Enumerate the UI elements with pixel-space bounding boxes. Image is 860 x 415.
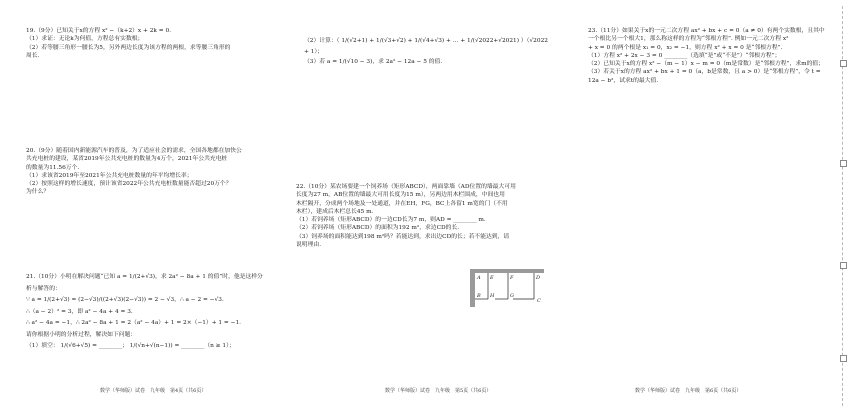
exam-page-5 xyxy=(290,0,580,415)
label-f: F xyxy=(510,275,514,281)
page-footer: 数学（华师版）试卷 九年级 第4页（共6页） xyxy=(100,388,207,394)
q23-line-2: 一个根比另一个根大1，那么称这样的方程为“邻根方程”. 例如一元二次方程 x² xyxy=(588,36,789,43)
page-footer: 数学（华师版）试卷 九年级 第6页（共6页） xyxy=(635,388,742,394)
label-h: H xyxy=(490,293,495,299)
q22-line-7: （3）饲养场的面积能达到198 m²吗？若能达到，求出边CD的长；若不能达到，请 xyxy=(296,233,510,240)
q20-line-1: 20.（9分）随着国内新能源汽车的普及，为了适应社会的需求，全国各地都在加快公 xyxy=(26,148,242,154)
label-a: A xyxy=(477,275,481,281)
q22-line-6: （2）若饲养场（矩形ABCD）的面积为192 m²，求边CD的长. xyxy=(296,225,460,232)
label-d: D xyxy=(536,275,541,281)
q21-line-3: ∵ a = 1/(2+√3) = (2−√3)/((2+√3)(2−√3)) = 2 − √3，∴ a − 2 = −√3. xyxy=(26,297,224,303)
q21b-line-1: （2）计算：（ 1/(√2+1) + 1/(√3+√2) + 1/(√4+√3) + … + 1/(√2022+√2021) ）（√2022 xyxy=(304,38,548,44)
q19-line-3: （2）若等腰三角形一腰长为5，另外两边长度为该方程的两根，求等腰三角形的 xyxy=(26,44,231,51)
question-21 xyxy=(26,272,263,353)
q21-line-6: 请你根据小明的分析过程，解决如下问题： xyxy=(26,331,137,338)
q20-line-2: 共充电桩的建设，某省2019年公共充电桩的数量为4万个，2021年公共充电桩 xyxy=(26,156,228,163)
q20-line-6: 为什么？ xyxy=(26,189,50,196)
question-22 xyxy=(296,183,516,249)
label-c: C xyxy=(537,298,541,304)
question-23 xyxy=(588,27,825,85)
binding-mark xyxy=(840,262,847,269)
page-footer: 数学（华师版）试卷 九年级 第5页（共6页） xyxy=(385,388,492,394)
q20-line-4: （1）求该省2019年至2021年公共充电桩数量的年平均增长率； xyxy=(26,172,193,179)
q21-line-7: （1）填空： 1/(√6+√5) = ________； 1/(√n+√(n−1)) = ________（n ≥ 1）； xyxy=(26,343,235,349)
label-e: E xyxy=(490,275,494,281)
q22-line-4: 木栏），建成后木栏总长45 m. xyxy=(296,208,374,215)
q22-line-5: （1）若饲养场（矩形ABCD）的一边CD长为7 m，则AD = ________ m. xyxy=(296,217,486,224)
label-b: B xyxy=(477,293,481,299)
question-20 xyxy=(26,147,242,197)
farm-enclosure-figure xyxy=(468,267,548,311)
question-21-continued xyxy=(304,36,548,68)
exam-page-6 xyxy=(580,0,825,415)
binding-mark xyxy=(840,60,847,67)
wall-ad xyxy=(470,269,544,273)
binding-margin xyxy=(832,0,860,415)
q21b-line-2: + 1）； xyxy=(304,48,324,55)
binding-mark xyxy=(840,355,847,362)
q22-line-3: 木栏隔开，分成两个场地及一处通道，并在EH，FG，BC上各留1 m宽的门（不用 xyxy=(296,200,508,207)
q23-line-6: （3）若关于x的方程 ax² + bx + 1 = 0（a，b是常数，且 a > 0）是“邻根方程”，令 t = xyxy=(588,69,821,76)
q22-line-2: 长度为27 m，AB位置的墙最大可用长度为15 m），另两边用木栏围成，中间也用 xyxy=(296,192,505,199)
q22-line-1: 22.（10分）某农场要建一个饲养场（矩形ABCD），两面靠墙（AD位置的墙最大可用 xyxy=(296,184,516,190)
q21b-line-3: （3）若 a = 1/(√10 − 3)，求 2a² − 12a − 5 的值. xyxy=(304,59,443,65)
q22-line-8: 说明理由. xyxy=(296,242,322,249)
q21-line-4: ∴（a − 2）² = 3，即 a² − 4a + 4 = 3. xyxy=(26,308,133,315)
q19-line-4: 周长. xyxy=(26,52,40,59)
q19-line-1: 19.（9分）已知关于x的方程 x² −（k+2）x + 2k = 0. xyxy=(26,28,172,34)
wall-ab xyxy=(470,269,475,307)
q21-line-5: ∴ a² − 4a = −1，∴ 2a² − 8a + 1 = 2（a² − 4a）+ 1 = 2×（−1）+ 1 = −1. xyxy=(26,320,242,326)
binding-mark xyxy=(840,160,847,167)
q23-line-5: （2）已知关于x的方程 x² −（m − 1）x − m = 0（m是常数）是“邻根方程”，求m的值； xyxy=(588,61,824,68)
farm-enclosure-diagram xyxy=(468,267,548,311)
q20-line-5: （2）按照这样的增长速度，预计该省2022年公共充电桩数量能否超过20万个？ xyxy=(26,181,232,188)
question-19 xyxy=(26,27,230,60)
q21-line-1: 21.（10分）小明在解决问题“已知 a = 1/(2+√3)，求 2a² − 8a + 1 的值”时，他是这样分 xyxy=(26,274,263,280)
exam-page-4 xyxy=(0,0,290,415)
q23-line-3: + x = 0 的两个根是 x₁ = 0，x₂ = −1，则方程 x² + x = 0 是“邻根方程”. xyxy=(588,44,783,51)
q21-line-2: 析与解答的： xyxy=(26,285,61,292)
q23-line-1: 23.（11分）如果关于x的一元二次方程 ax² + bx + c = 0（a ≠ 0）有两个实数根，且其中 xyxy=(588,28,825,34)
q20-line-3: 的数量为11.56万个. xyxy=(26,164,80,171)
q23-line-7: 12a − b²，试求t的最大值. xyxy=(588,77,659,84)
q23-line-4: （1）方程 x² + 2x − 3 = 0 ________（选填“是”或“不是”）“邻根方程”； xyxy=(588,52,781,59)
label-g: G xyxy=(510,293,514,299)
q19-line-2: （1）求证：无论k为何值，方程总有实数根； xyxy=(26,36,144,43)
